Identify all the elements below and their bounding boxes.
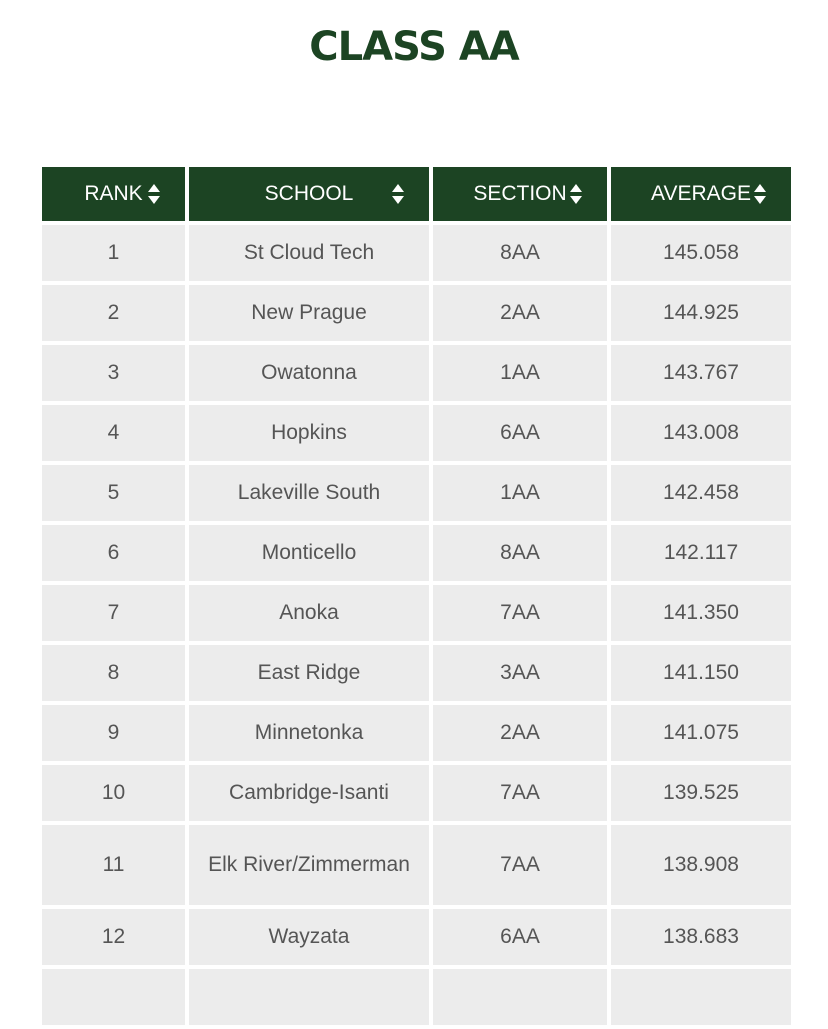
school-cell: Hopkins — [189, 405, 429, 461]
table-row — [42, 969, 791, 1025]
average-cell: 138.683 — [611, 909, 791, 965]
rank-cell: 9 — [42, 705, 185, 761]
section-cell — [433, 969, 607, 1025]
rank-cell: 12 — [42, 909, 185, 965]
rank-cell: 11 — [42, 825, 185, 905]
sort-icon[interactable] — [569, 183, 583, 205]
section-cell: 2AA — [433, 285, 607, 341]
table-row — [42, 909, 791, 965]
table-row — [42, 465, 791, 521]
table-row — [42, 645, 791, 701]
column-header-rank[interactable]: RANK — [42, 167, 185, 221]
section-cell: 1AA — [433, 345, 607, 401]
table-row — [42, 705, 791, 761]
school-cell — [189, 969, 429, 1025]
rank-cell: 2 — [42, 285, 185, 341]
table-row — [42, 765, 791, 821]
average-cell: 138.908 — [611, 825, 791, 905]
school-cell: Cambridge-Isanti — [189, 765, 429, 821]
rank-cell: 6 — [42, 525, 185, 581]
school-cell: East Ridge — [189, 645, 429, 701]
average-cell: 141.350 — [611, 585, 791, 641]
sort-icon[interactable] — [147, 183, 161, 205]
average-cell: 144.925 — [611, 285, 791, 341]
rank-cell: 3 — [42, 345, 185, 401]
average-cell: 139.525 — [611, 765, 791, 821]
table-row — [42, 405, 791, 461]
header-row — [42, 167, 791, 221]
average-cell: 145.058 — [611, 225, 791, 281]
rank-cell: 10 — [42, 765, 185, 821]
average-cell: 142.117 — [611, 525, 791, 581]
column-header-section[interactable]: SECTION — [433, 167, 607, 221]
section-cell: 8AA — [433, 525, 607, 581]
section-cell: 7AA — [433, 585, 607, 641]
section-cell: 8AA — [433, 225, 607, 281]
school-cell: Anoka — [189, 585, 429, 641]
rank-cell: 8 — [42, 645, 185, 701]
average-cell: 143.767 — [611, 345, 791, 401]
section-cell: 2AA — [433, 705, 607, 761]
school-cell: Elk River/Zimmerman — [189, 825, 429, 905]
table-row — [42, 285, 791, 341]
section-cell: 1AA — [433, 465, 607, 521]
rankings-table — [38, 163, 795, 1029]
school-cell: Lakeville South — [189, 465, 429, 521]
column-header-average[interactable]: AVERAGE — [611, 167, 791, 221]
rank-cell: 7 — [42, 585, 185, 641]
section-cell: 6AA — [433, 405, 607, 461]
average-cell: 141.075 — [611, 705, 791, 761]
school-cell: Monticello — [189, 525, 429, 581]
sort-icon[interactable] — [753, 183, 767, 205]
column-header-school[interactable]: SCHOOL — [189, 167, 429, 221]
table-row — [42, 525, 791, 581]
page-title: CLASS AA — [309, 24, 519, 70]
school-cell: Minnetonka — [189, 705, 429, 761]
school-cell: Wayzata — [189, 909, 429, 965]
average-cell: 141.150 — [611, 645, 791, 701]
school-cell: Owatonna — [189, 345, 429, 401]
section-cell: 7AA — [433, 825, 607, 905]
rankings-table-container — [38, 163, 790, 1029]
rank-cell: 4 — [42, 405, 185, 461]
sort-icon[interactable] — [391, 183, 405, 205]
rank-cell: 1 — [42, 225, 185, 281]
rank-cell — [42, 969, 185, 1025]
section-cell: 3AA — [433, 645, 607, 701]
average-cell — [611, 969, 791, 1025]
section-cell: 7AA — [433, 765, 607, 821]
table-row — [42, 825, 791, 905]
average-cell: 143.008 — [611, 405, 791, 461]
school-cell: New Prague — [189, 285, 429, 341]
table-row — [42, 585, 791, 641]
school-cell: St Cloud Tech — [189, 225, 429, 281]
table-row — [42, 225, 791, 281]
section-cell: 6AA — [433, 909, 607, 965]
table-row — [42, 345, 791, 401]
rank-cell: 5 — [42, 465, 185, 521]
average-cell: 142.458 — [611, 465, 791, 521]
